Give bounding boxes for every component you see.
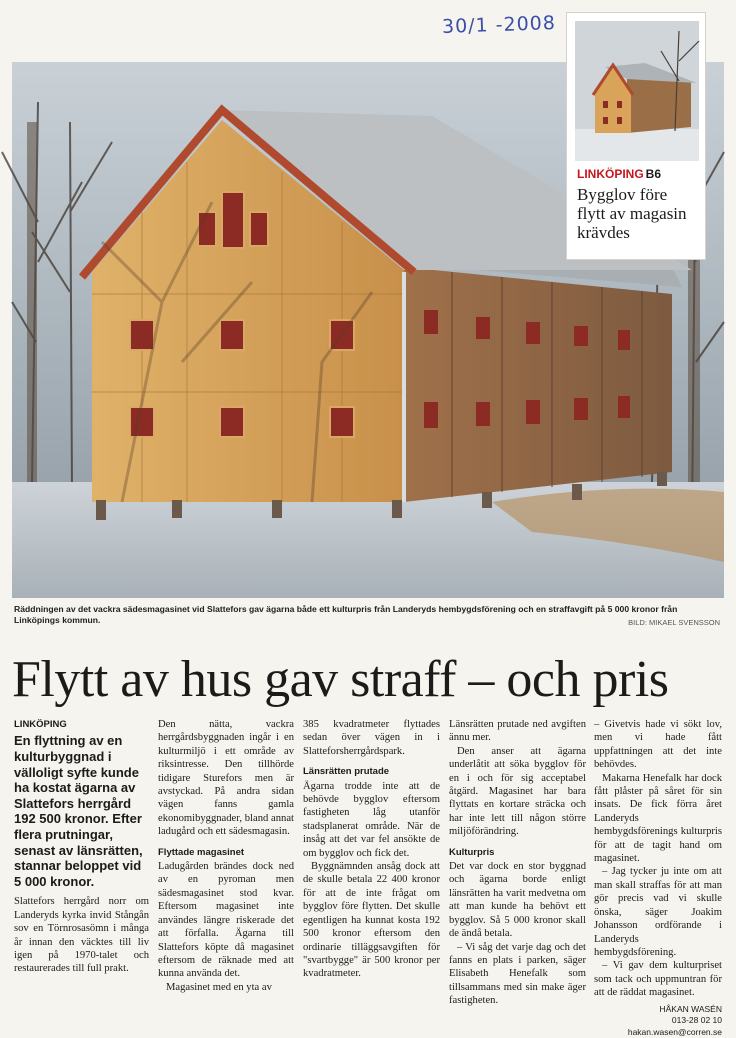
article-headline: Flytt av hus gav straff – och pris bbox=[12, 651, 669, 708]
body-paragraph: – Vi gav dem kulturpriset som tack och uppmuntran för att de räddat magasinet. bbox=[594, 960, 722, 999]
body-paragraph: Slattefors herrgård norr om Landeryds kyrka invid Stångån sov en Törnrosasömn i många år innan den väcktes till liv igen på 1970-talet och restaurerades till full prakt. bbox=[14, 896, 149, 975]
byline bbox=[594, 1004, 722, 1038]
article-column-1 bbox=[14, 718, 149, 976]
article-column-5 bbox=[594, 718, 722, 1038]
body-paragraph: Ägarna trodde inte att de behövde bygglov eftersom fastigheten låg utanför stadsplanerat område. När de insåg att det var fel ansökte de om bygglov och fick det. bbox=[303, 780, 440, 859]
author-email: hakan.wasen@corren.se bbox=[627, 1026, 722, 1037]
body-paragraph: – Givetvis hade vi sökt lov, men vi hade fått uppfattningen att det inte behövdes. bbox=[594, 719, 722, 771]
body-paragraph: – Vi såg det varje dag och det fanns en plats i parken, säger Elisabeth Henefalk som tillsammans med sin make äger fastigheten. bbox=[449, 941, 586, 1007]
body-paragraph: Magasinet med en yta av bbox=[166, 981, 272, 993]
body-paragraph: Länsrätten prutade ned avgiften ännu mer. bbox=[449, 719, 586, 744]
author-name: HÅKAN WASÉN bbox=[659, 1003, 722, 1014]
body-paragraph: Den anser att ägarna underlåtit att söka bygglov för en i och för sig acceptabel åtgärd. Magasinet har bara flyttats en kortare sträcka och har inte lett till någon större miljöförändring. bbox=[449, 745, 586, 838]
article-kicker: LINKÖPING bbox=[14, 719, 67, 730]
article-column-4 bbox=[449, 718, 586, 1008]
body-paragraph: Makarna Henefalk har dock fått plåster på såret för sin insats. De fick förra året Landeryds hembygdsförenings kulturpris för att de tagit hand om magasinet. bbox=[594, 772, 722, 865]
article-column-2 bbox=[158, 718, 294, 994]
author-phone: 013-28 02 10 bbox=[671, 1015, 722, 1026]
article-ingress: En flyttning av en kulturbyggnad i välloligt syfte kunde ha kostat ägarna av Slattefors herrgård 192 500 kronor. Efter flera prutningar, senast av länsrätten, stannar beloppet vid 5 000 kronor. bbox=[14, 733, 143, 889]
subheading-court-reduced: Länsrätten prutade bbox=[303, 766, 390, 778]
body-paragraph: 385 kvadratmeter flyttades sedan över vägen in i Slatteforsherrgårdspark. bbox=[303, 719, 440, 757]
teaser-section-label: LINKÖPING B6 bbox=[577, 167, 662, 181]
article-column-3 bbox=[303, 718, 440, 981]
photo-caption: Räddningen av det vackra sädesmagasinet vid Slattefors gav ägarna både ett kulturpris från Landeryds hembygdsförening och en straffavgift på 5 000 kronor från Linköpings kommun. bbox=[14, 604, 678, 625]
subheading-culture-prize: Kulturpris bbox=[449, 846, 495, 858]
teaser-box bbox=[566, 12, 706, 260]
subheading-moved-granary: Flyttade magasinet bbox=[158, 846, 245, 858]
teaser-page-ref: B6 bbox=[645, 167, 662, 181]
teaser-thumbnail bbox=[575, 21, 699, 161]
body-paragraph: – Jag tycker ju inte om att man skall straffas för att man gör precis vad vi skulle önska, säger Joakim Johansson ordförande i Landeryds hembygdsförening. bbox=[594, 866, 722, 958]
body-paragraph: Byggnämnden ansåg dock att de skulle betala 22 400 kronor för att de inte frågat om bygglov före flytten. Det skulle egentligen ha kunnat kosta 192 500 kronor eftersom den ordinarie tilläggsavgiften för "svartbygge" är 500 kronor per kvadratmeter. bbox=[303, 861, 440, 980]
body-paragraph: Ladugården brändes dock ned av en pyroman men sädesmagasinet stod kvar. Eftersom magasinet inte användes längre riskerade det att förfalla. Ägarna till Slattefors köpte då magasinet eftersom de räknade med att kunna använda det. bbox=[158, 861, 294, 980]
body-paragraph: Det var dock en stor byggnad och ägarna borde enligt länsrätten ha varit medvetna om att man kunde ha behövt ett bygglov. Så 5 000 kronor skall de ändå betala. bbox=[449, 861, 586, 940]
body-paragraph: Den nätta, vackra herrgårdsbyggnaden ingår i en kulturmiljö i ett område av riksintresse. Den tillhörde tidigare Sturefors men är avstyckad. På andra sidan vägen fanns gamla ekonomibyggnader, bland annat ladugård och ett sädesmagasin. bbox=[158, 719, 294, 838]
handwritten-date: 30/1 -2008 bbox=[441, 12, 557, 38]
teaser-headline: Bygglov före flytt av magasin krävdes bbox=[577, 185, 687, 242]
teaser-barn-illustration bbox=[575, 21, 699, 161]
photo-credit: BILD: MIKAEL SVENSSON bbox=[628, 618, 720, 627]
